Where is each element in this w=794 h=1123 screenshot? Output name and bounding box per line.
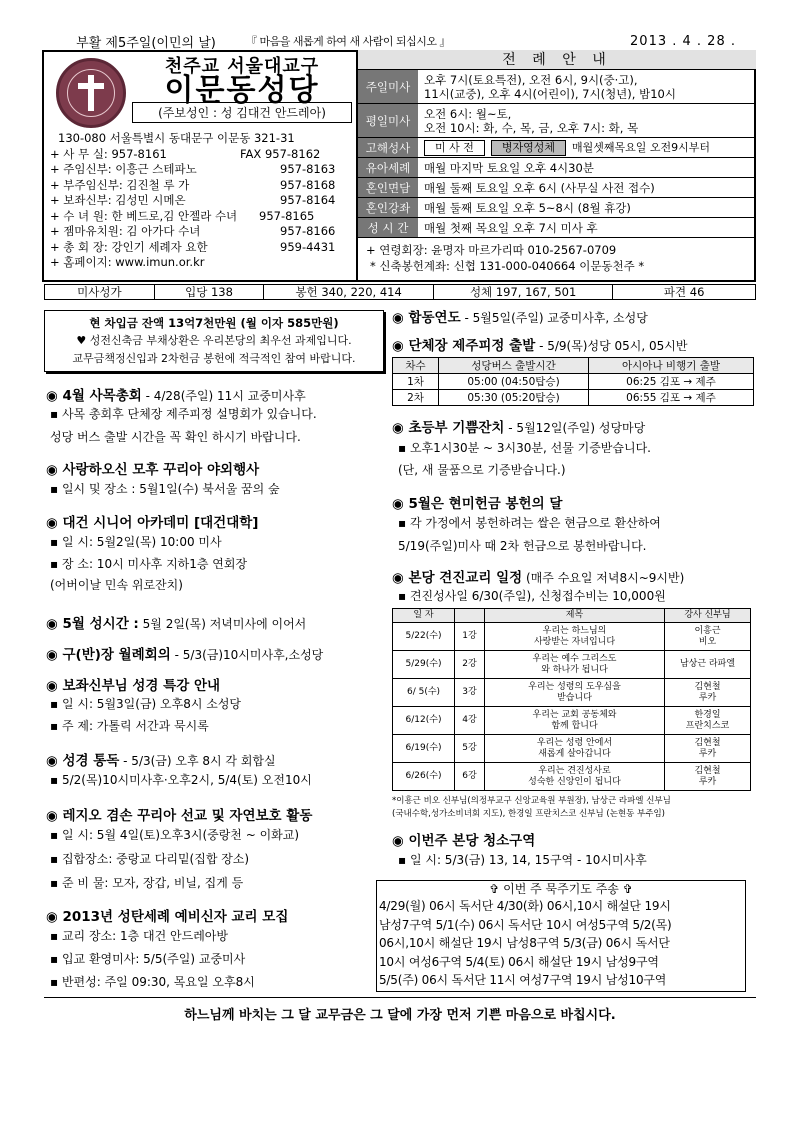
contact-row: + 젬마유치원: 김 아가다 수녀 957-8166 [50, 224, 336, 238]
section-title: ◉ 성경 통독 - 5/3(금) 오후 8시 각 회합실 [46, 753, 276, 769]
schedule-title: 전 례 안 내 [358, 50, 756, 70]
bullet: ▪ 5/2(목)10시미사후·오후2시, 5/4(토) 오전10시 [50, 773, 312, 787]
table-row: 6/ 5(수) 3강 우리는 성령의 도우심을 받습니다 김현철 루카 [393, 679, 751, 707]
rosary-schedule: ✞ 이번 주 묵주기도 주송 ✞ 4/29(월) 06시 독서단 4/30(화) 06시,10시 해설단 19시 남성7구역 5/1(수) 06시 독서단 10시 여성5구역 5/2(목) 06시,10시 해설단 19시 남성8구역 5/3(금) 06시 독서단 10시 여성6구역 5/4(토) 06시 해설단 19시 남성9구역 5/5(주) 06시 독서단 11시 여성7구역 19시 남성10구역 [376, 880, 746, 992]
bullet: ▪ 입교 환영미사: 5/5(주일) 교중미사 [50, 952, 246, 966]
section-title: ◉ 이번주 본당 청소구역 [392, 833, 536, 849]
contact-row: + 총 회 장: 강인기 세례자 요한 959-4431 [50, 239, 336, 254]
homepage-link[interactable]: + 홈페이지: www.imun.or.kr [50, 255, 205, 269]
church-logo-icon [56, 58, 126, 128]
table-row: 2차 05:30 (05:20탑승) 06:55 김포 → 제주 [393, 390, 754, 406]
table-row: 6/19(수) 5강 우리는 성령 안에서 새롭게 살아갑니다 김현철 루카 [393, 735, 751, 763]
table-row: 5/22(수) 1강 우리는 하느님의 사랑받는 자녀입니다 이흥근 비오 [393, 623, 751, 651]
section-title: ◉ 5월은 현미헌금 봉헌의 달 [392, 496, 563, 512]
table-row: 5/29(수) 2강 우리는 예수 그리스도 와 하나가 됩니다 남상근 라파엘 [393, 651, 751, 679]
contact-info [50, 131, 355, 271]
confirmation-class-table: 일 자 제목 강사 신부님 5/22(수) 1강 우리는 하느님의 사랑받는 자녀입니다 이흥근 비오 5/29(수) 2강 우리는 예수 그리스도 와 하나가 됩니다 남상근 라파엘 6/ 5(수) 3강 우리는 성령의 도우심을 받습니다 김현철 루카 6/12(수) 4강 우리는 교회 공동체와 함께 합니다 한경일 프란치스코 6/19(수) 5강 우리는 성령 안에서 새롭게 살아갑니다 김현철 루카 6/26(수) 6강 우리는 견진성사로 성숙한 신앙인이 됩니다 김현철 루카 [392, 608, 751, 791]
table-row: 6/12(수) 4강 우리는 교회 공동체와 함께 합니다 한경일 프란치스코 [393, 707, 751, 735]
table-row: 6/26(수) 6강 우리는 견진성사로 성숙한 신앙인이 됩니다 김현철 루카 [393, 763, 751, 791]
bullet: ▪ 일 시: 5월 4일(토)오후3시(중랑천 ~ 이화교) [50, 828, 300, 842]
bullet: ▪ 일 시: 5/3(금) 13, 14, 15구역 - 10시미사후 [398, 853, 647, 867]
bullet: ▪ 장 소: 10시 미사후 지하1층 연회장 [50, 557, 248, 571]
bullet: ▪ 일 시: 5월2일(목) 10:00 미사 [50, 535, 222, 549]
contact-row: + 보좌신부: 김성민 시메온 957-8164 [50, 193, 336, 207]
section-title: ◉ 레지오 겸손 꾸리아 선교 및 자연보호 활동 [46, 808, 313, 824]
bullet: ▪ 일 시: 5월3일(금) 오후8시 소성당 [50, 697, 242, 711]
table-row: 1차 05:00 (04:50탑승) 06:25 김포 → 제주 [393, 374, 754, 390]
section-title: ◉ 사랑하오신 모후 꾸리아 야외행사 [46, 462, 260, 478]
bullet: ▪ 일시 및 장소 : 5월1일(수) 북서울 꿈의 숲 [50, 482, 280, 496]
contact-row: + 부주임신부: 김진철 루 가 957-8168 [50, 177, 336, 192]
section-title: ◉ 합동연도 - 5월5일(주일) 교중미사후, 소성당 [392, 310, 648, 326]
section-title: ◉ 구(반)장 월례회의 - 5/3(금)10시미사후,소성당 [46, 647, 324, 663]
schedule-row: 주일미사 오후 7시(토요특전), 오전 6시, 9시(중·고), 11시(교중), 오후 4시(어린이), 7시(청년), 밤10시 [358, 70, 756, 104]
section-title: ◉ 초등부 기쁨잔치 - 5월12일(주일) 성당마당 [392, 420, 646, 436]
section-title: ◉ 보좌신부님 성경 특강 안내 [46, 678, 221, 694]
section-title: ◉ 본당 견진교리 일정 (매주 수요일 저녁8시~9시반) [392, 570, 685, 586]
church-name: 이문동성당 [164, 73, 320, 108]
lecturer-note: (국내수학,성가소비녀회 지도), 한경일 프란치스코 신부님 (논현동 부주임) [392, 809, 666, 819]
address: 130-080 서울특별시 동대문구 이문동 321-31 [58, 131, 295, 145]
schedule-row: 평일미사 오전 6시: 월~토, 오전 10시: 화, 수, 목, 금, 오후 7시: 화, 목 [358, 104, 756, 138]
top-bar [46, 32, 756, 50]
bullet: ▪ 각 가정에서 봉헌하려는 쌀은 현금으로 환산하여 [398, 516, 661, 530]
schedule-footer: + 연령회장: 윤명자 마르가리따 010-2567-0709 * 신축봉헌계좌: 신협 131-000-040664 이문동천주 * [366, 243, 645, 273]
motto: 『 마음을 새롭게 하여 새 사람이 되십시오 』 [246, 35, 450, 48]
bullet: ▪ 교리 장소: 1층 대건 안드레아방 [50, 929, 228, 943]
section-title: ◉ 단체장 제주피정 출발 - 5/9(목)성당 05시, 05시반 [392, 338, 688, 354]
bullet: (단, 새 물품으로 기증받습니다.) [398, 463, 566, 477]
footer-message: 하느님께 바치는 그 달 교무금은 그 달에 가장 먼저 기쁜 마음으로 바칩시다. [184, 1008, 616, 1023]
liturgy-schedule [356, 50, 756, 280]
lecturer-note: *이흥근 비오 신부님(의정부교구 신앙교육원 부원장), 남상근 라파엘 신부님 [392, 796, 671, 806]
section-title: ◉ 대건 시니어 아카데미 [대건대학] [46, 515, 259, 531]
diocese-name: 천주교 서울대교구 [164, 56, 320, 77]
schedule-row: 혼인강좌 매월 둘째 토요일 오후 5~8시 (8월 휴강) [358, 198, 756, 218]
bullet: ▪ 반편성: 주일 09:30, 목요일 오후8시 [50, 975, 255, 989]
schedule-row: 성 시 간 매월 첫째 목요일 오후 7시 미사 후 [358, 218, 756, 238]
bullet: ▪ 준 비 물: 모자, 장갑, 비닐, 집게 등 [50, 876, 244, 890]
bullet: ▪ 주 제: 가톨릭 서간과 묵시록 [50, 719, 209, 733]
schedule-row: 고해성사 미 사 전 병자영성체 매월셋째목요일 오전9시부터 [358, 138, 756, 158]
bullet: ▪ 사목 총회후 단체장 제주피정 설명회가 있습니다. [50, 407, 317, 421]
contact-row: + 수 녀 원: 한 베드로,김 안젤라 수녀 957-8165 [50, 208, 315, 223]
bus-schedule-table: 차수 성당버스 출발시간 아시아나 비행기 출발 1차 05:00 (04:50탑승) 06:25 김포 → 제주 2차 05:30 (05:20탑승) 06:55 김포 → 제주 [392, 357, 754, 406]
schedule-row: 유아세례 매월 마지막 토요일 오후 4시30분 [358, 158, 756, 178]
bullet: ▪ 오후1시30분 ~ 3시30분, 선물 기증받습니다. [398, 441, 651, 455]
bullet: 성당 버스 출발 시간을 꼭 확인 하시기 바랍니다. [50, 430, 301, 444]
bullet: (어버이날 민속 위로잔치) [50, 578, 183, 592]
divider [44, 997, 756, 998]
schedule-row: 혼인면담 매월 둘째 토요일 오후 6시 (사무실 사전 접수) [358, 178, 756, 198]
debt-notice: 현 차입금 잔액 13억7천만원 (월 이자 585만원) ♥ 성전신축금 부채상환은 우리본당의 최우선 과제입니다. 교무금책정신입과 2차헌금 봉헌에 적극적인 참여 바랍니다. [44, 310, 384, 372]
mass-stats: 미사성가 입당 138 봉헌 340, 220, 414 성체 197, 167, 501 파견 46 [44, 284, 756, 300]
bullet: ▪ 견진성사일 6/30(주일), 신청접수비는 10,000원 [398, 589, 666, 603]
bullet: 5/19(주일)미사 때 2차 헌금으로 봉헌바랍니다. [398, 539, 647, 553]
contact-row: + 사 무 실: 957-8161 FAX 957-8162 [50, 146, 321, 161]
section-title: ◉ 4월 사목총회 - 4/28(주일) 11시 교중미사후 [46, 388, 306, 404]
date: 2013 . 4 . 28 . [630, 33, 736, 49]
section-title: ◉ 5월 성시간 : 5월 2일(목) 저녁미사에 이어서 [46, 616, 307, 632]
section-title: ◉ 2013년 성탄세례 예비신자 교리 모집 [46, 909, 289, 925]
occasion: 부활 제5주일(이민의 날) [76, 35, 216, 51]
patron-saint: (주보성인 : 성 김대건 안드레아) [132, 102, 352, 123]
contact-row: + 주임신부: 이흥근 스테파노 957-8163 [50, 162, 336, 176]
bullet: ▪ 집합장소: 중랑교 다리밑(집합 장소) [50, 852, 250, 866]
rosary-title: ✞ 이번 주 묵주기도 주송 ✞ [489, 882, 633, 896]
